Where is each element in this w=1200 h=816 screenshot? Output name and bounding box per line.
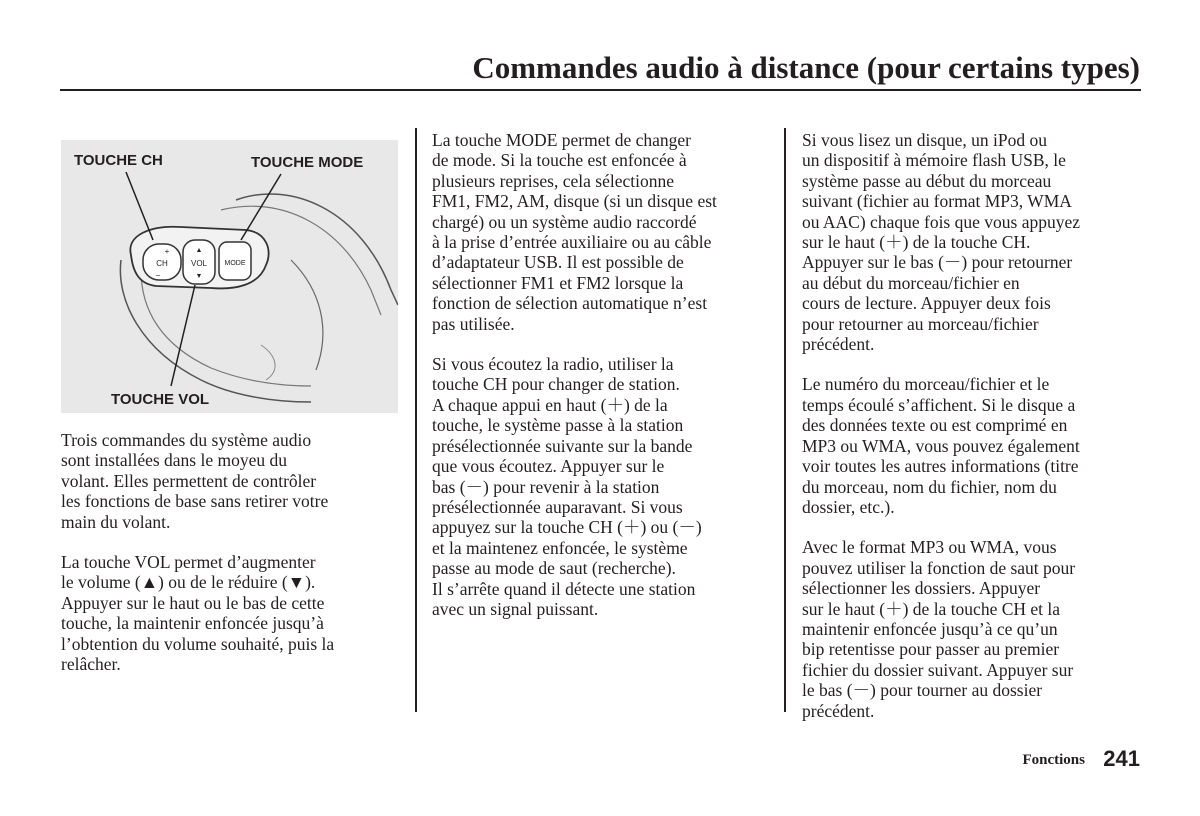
- mode-callout-line: [241, 174, 281, 240]
- paragraph: Le numéro du morceau/fichier et le temps écoulé s’affichent. Si le disque a des données texte ou est comprimé en MP3 ou WMA, vous pouvez également voir toutes les autres informations (titre du morceau, nom du fichier, nom du dossier, etc.).: [802, 374, 1080, 517]
- paragraph: Trois commandes du système audio sont installées dans le moyeu du volant. Elles permettent de contrôler les fonctions de base sans retirer votre main du volant.: [61, 430, 329, 532]
- ch-button-label: CH: [156, 259, 168, 268]
- callout-touche-ch: TOUCHE CH: [74, 152, 163, 169]
- ch-plus-sign: +: [164, 247, 170, 256]
- ch-minus-sign: −: [155, 271, 161, 280]
- column-2-text: [432, 130, 777, 639]
- page-title: Commandes audio à distance (pour certains types): [472, 50, 1140, 85]
- steering-wheel-illustration: [61, 140, 398, 413]
- mode-button-label: MODE: [224, 260, 246, 267]
- paragraph: Avec le format MP3 ou WMA, vous pouvez utiliser la fonction de saut pour sélectionner les dossiers. Appuyer sur le haut (＋) de la touche CH et la maintenir enfoncée jusqu’à ce qu’un bip retentisse pour passer au premier fichier du dossier suivant. Appuyer sur le bas (－) pour tourner au dossier précédent.: [802, 537, 1076, 721]
- vol-callout-line: [171, 285, 195, 386]
- paragraph: Si vous écoutez la radio, utiliser la touche CH pour changer de station. A chaque appui en haut (＋) de la touche, le système passe à la station présélectionnée suivante sur la bande que vous écoutez. Appuyer sur le bas (－) pour revenir à la station présélectionnée auparavant. Si vous appuyez sur la touche CH (＋) ou (－) et la maintenez enfoncée, le système passe au mode de saut (recherche). Il s’arrête quand il détecte une station avec un signal puissant.: [432, 354, 702, 619]
- steering-wheel-figure: [61, 140, 398, 413]
- column-3-text: [802, 130, 1142, 741]
- paragraph: La touche MODE permet de changer de mode. Si la touche est enfoncée à plusieurs reprises, cela sélectionne FM1, FM2, AM, disque (si un disque est chargé) ou un système audio raccordé à la prise d’entrée auxiliaire ou au câble d’adaptateur USB. Il est possible de sélectionner FM1 et FM2 lorsque la fonction de sélection automatique n’est pas utilisée.: [432, 130, 717, 334]
- column-divider: [784, 128, 786, 712]
- paragraph: La touche VOL permet d’augmenter le volume (▲) ou de le réduire (▼). Appuyer sur le haut ou le bas de cette touche, la maintenir enfoncée jusqu’à l’obtention du volume souhaité, puis la relâcher.: [61, 552, 335, 675]
- callout-touche-mode: TOUCHE MODE: [251, 154, 364, 171]
- footer-section-name: Fonctions: [1022, 752, 1085, 768]
- title-rule: [60, 89, 1141, 91]
- column-1-text: [61, 430, 396, 694]
- page-number: 241: [1103, 746, 1140, 771]
- vol-button-label: VOL: [190, 259, 208, 268]
- column-divider: [415, 128, 417, 712]
- callout-touche-vol: TOUCHE VOL: [111, 391, 210, 408]
- ch-callout-line: [126, 172, 153, 240]
- paragraph: Si vous lisez un disque, un iPod ou un dispositif à mémoire flash USB, le système passe au début du morceau suivant (fichier au format MP3, WMA ou AAC) chaque fois que vous appuyez sur le haut (＋) de la touche CH. Appuyer sur le bas (－) pour retourner au début du morceau/fichier en cours de lecture. Appuyer deux fois pour retourner au morceau/fichier précédent.: [802, 130, 1080, 355]
